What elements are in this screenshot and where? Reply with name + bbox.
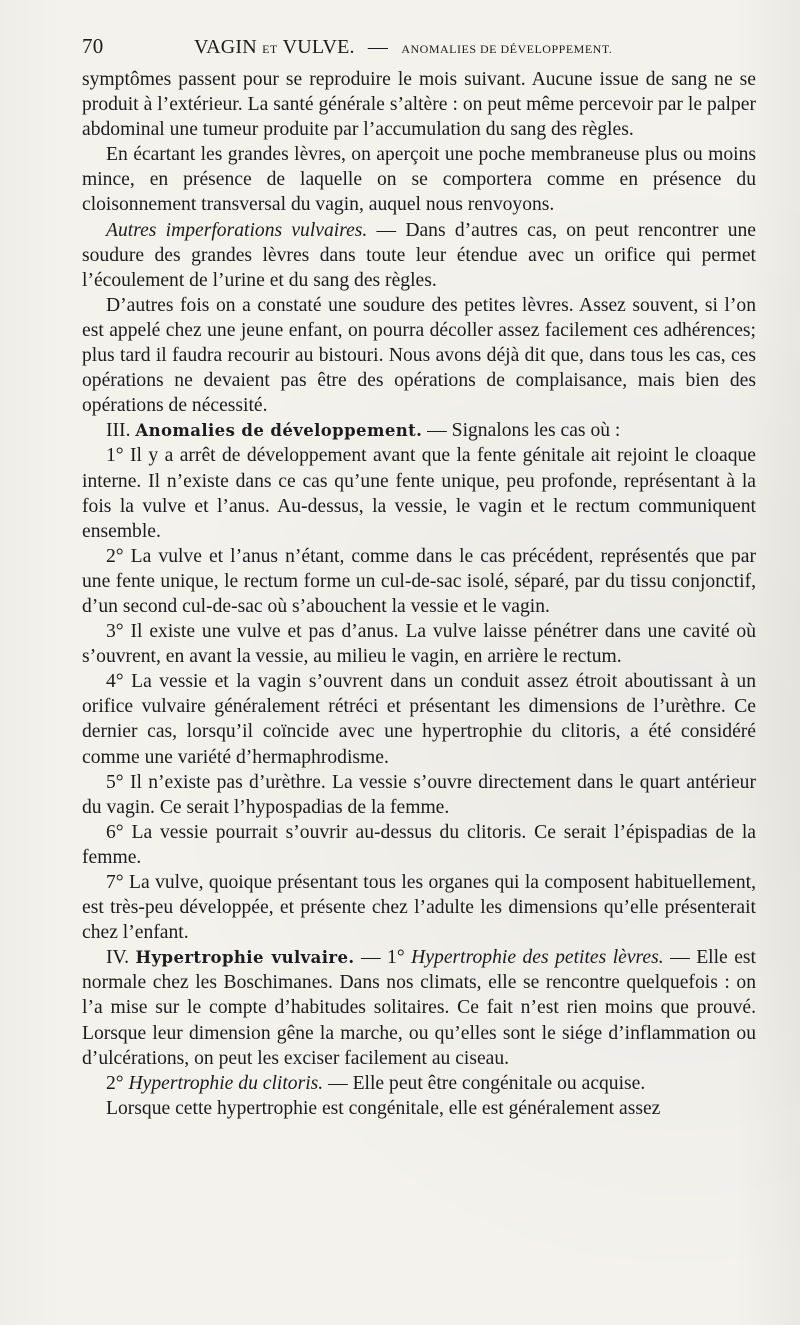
list-item-2: 2° La vulve et l’anus n’étant, comme dans le cas précédent, représentés que par une fente unique, le rectum forme un cul-de-sac isolé, séparé, par du tissu conjonctif, d’un second cul-de-sac où s’abouchent la vessie et le vagin.	[82, 545, 756, 617]
paragraph-continuation: symptômes passent pour se reproduire le mois suivant. Aucune issue de sang ne se produit à l’extérieur. La santé générale s’altère : on peut même percevoir par le palper abdominal une tumeur produite par l’accumulation du sang des règles.	[82, 69, 756, 141]
list-item-7: 7° La vulve, quoique présentant tous les organes qui la composent habituellement, est très-peu développée, et présente chez l’adulte les dimensions qu’elle présenterait chez l’enfant.	[82, 872, 756, 944]
running-title-vagin: VAGIN	[194, 36, 257, 58]
section-intro-text: — Signalons les cas où :	[422, 420, 621, 442]
running-title-vulve: VULVE.	[282, 36, 355, 58]
section-heading-iv	[82, 945, 756, 1070]
paragraph-clitoris	[82, 1071, 756, 1096]
list-item-3: 3° Il existe une vulve et pas d’anus. La vulve laisse pénétrer dans une cavité où s’ouvrent, en avant la vessie, au milieu le vagin, en arrière le rectum.	[82, 621, 756, 668]
section-separator: — 1°	[354, 947, 412, 969]
item-number: 2°	[106, 1072, 129, 1094]
paragraph-petites-levres: D’autres fois on a constaté une soudure des petites lèvres. Assez souvent, si l’on est appelé chez une jeune enfant, on pourra décoller assez facilement ces adhérences; plus tard il faudra recourir au bistouri. Nous avons déjà dit que, dans tous les cas, ces opérations ne devaient pas être des opérations de complaisance, mais bien des opérations de nécessité.	[82, 294, 756, 417]
section-number: IV.	[106, 947, 130, 969]
running-title-separator: —	[367, 36, 389, 58]
list-item-6: 6° La vessie pourrait s’ouvrir au-dessus du clitoris. Ce serait l’épispadias de la femme.	[82, 821, 756, 868]
running-title	[194, 36, 612, 59]
section-number: III.	[106, 420, 131, 442]
section-title-hypertrophie: Hypertrophie vulvaire.	[135, 948, 355, 968]
list-item-5: 5° Il n’existe pas d’urèthre. La vessie s’ouvre directement dans le quart antérieur du vagin. Ce serait l’hypospadias de la femme.	[82, 771, 756, 818]
paragraph-text: — Elle est normale chez les Boschimanes. Dans nos climats, elle se rencontre quelquefois : on l’a mise sur le compte d’habitudes solitaires. Ce fait n’est rien moins que prouvé. Lorsque leur dimension gêne la marche, ou qu’elles sont le siége d’inflammation ou d’ulcérations, on peut les exciser facilement au ciseau.	[82, 947, 756, 1069]
page-number: 70	[82, 34, 104, 58]
paragraph-congenitale: Lorsque cette hypertrophie est congénitale, elle est généralement assez	[106, 1097, 661, 1119]
subsection-title-clitoris: Hypertrophie du clitoris.	[128, 1072, 324, 1094]
section-title-anomalies: Anomalies de développement.	[135, 421, 423, 441]
subsection-title-imperforations: Autres imperforations vulvaires.	[106, 219, 368, 241]
running-head	[82, 34, 756, 64]
paragraph-autres-imperforations	[82, 218, 756, 293]
running-section-title: ANOMALIES DE DÉVELOPPEMENT.	[401, 42, 613, 56]
paragraph-text: — Elle peut être congénitale ou acquise.	[323, 1072, 646, 1094]
list-item-1: 1° Il y a arrêt de développement avant que la fente génitale ait rejoint le cloaque interne. Il n’existe dans ce cas qu’une fente unique, peu profonde, représentant à la fois la vulve et l’anus. Au-dessus, la vessie, le vagin et le rectum communiquent ensemble.	[82, 445, 756, 542]
body-text	[82, 67, 756, 1121]
running-title-et: ET	[262, 42, 278, 56]
list-item-4: 4° La vessie et la vagin s’ouvrent dans un conduit assez étroit aboutissant à un orifice vulvaire généralement rétréci et présentant les dimensions de l’urèthre. Ce dernier cas, lorsqu’il coïncide avec une hypertrophie du clitoris, a été considéré comme une variété d’hermaphrodisme.	[82, 671, 756, 768]
section-heading-iii	[82, 418, 756, 443]
paragraph-text: — Dans d’autres cas, on peut rencontrer une soudure des grandes lèvres dans toute leur étendue avec un orifice qui permet l’écoulement de l’urine et du sang des règles.	[82, 219, 756, 291]
paragraph-grandes-levres: En écartant les grandes lèvres, on aperçoit une poche membraneuse plus ou moins mince, en présence de laquelle on se comportera comme en présence du cloisonnement transversal du vagin, auquel nous renvoyons.	[82, 144, 756, 216]
subsection-title-petites-levres: Hypertrophie des petites lèvres.	[411, 947, 664, 969]
